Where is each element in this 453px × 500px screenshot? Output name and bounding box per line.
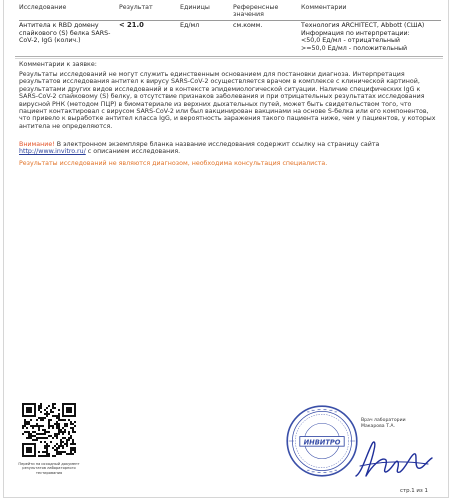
header-comments: Комментарии: [301, 4, 347, 11]
doctor-name: Макарова Т.А.: [361, 423, 395, 429]
notice-text-2: с описанием исследования.: [85, 148, 181, 156]
notice-text-1: В электронном экземпляре бланка название исследования содержит ссылку на страницу сайта: [54, 141, 380, 148]
doctor-block: [361, 418, 406, 429]
invitro-link[interactable]: http://www.invitro.ru/: [19, 148, 86, 156]
test-name[interactable]: Антитела к RBD домену спайкового (S) белка SARS-CoV-2, IgG (колич.): [19, 22, 111, 45]
interpretation-paragraph: Результаты исследований не могут служить единственным основанием для постановки диагноза. Интерпретация результатов исследования антител к вирусу SARS-CoV-2 осуществляется врачом в комплексе с клинической картиной, результатами других видов исследований и в контексте эпидемиологической ситуации. Наличие специфических IgG к SARS-CoV-2 спайковому (S) белку, в отсутствие признаков заболевания и при отрицательных результатах исследования вирусной РНК (методом ПЦР) в биоматериале из верхних дыхательных путей, может быть свидетельством того, что пациент контактировал с вирусом SARS-CoV-2 или был вакцинирован вакцинами на основе S-белка или его компонентов, что привело к выработке антител класса IgG, и вероятность заражения такого пациента ниже, чем у пациентов, у которых антитела не определяются.: [19, 71, 436, 130]
signature: [352, 436, 436, 482]
doctor-title: Врач лаборатории: [361, 418, 406, 423]
warning-word: Внимание!: [19, 141, 55, 148]
page-number: стр.1 из 1: [400, 488, 428, 494]
reference-value: см.комм.: [233, 22, 263, 29]
units-value: Ед/мл: [180, 22, 200, 29]
header-result: Результат: [119, 4, 153, 11]
comment-line: <50,0 Ед/мл - отрицательный: [301, 37, 401, 45]
comment-line: >=50,0 Ед/мл - положительный: [301, 44, 408, 52]
qr-caption: Перейти на исходный документ результатов лабораторного тестирования: [18, 462, 80, 475]
disclaimer: Результаты исследований не являются диагнозом, необходима консультация специалиста.: [19, 160, 328, 167]
electronic-copy-notice: [19, 141, 439, 156]
stamp-label: ИНВИТРО: [303, 438, 341, 447]
qr-code[interactable]: [22, 403, 76, 457]
divider: [15, 58, 443, 59]
table-row: [19, 22, 441, 54]
comment-line: Технология ARCHITECT, Abbott (США): [301, 22, 425, 29]
comment-line: Информация по интерпретации:: [301, 29, 410, 37]
divider: [15, 56, 443, 57]
invitro-stamp: [285, 404, 359, 478]
comment-cell: [301, 22, 443, 52]
header-reference: Референсные значения: [233, 4, 279, 18]
header-units: Единицы: [180, 4, 210, 11]
header-test: Исследование: [19, 4, 67, 11]
comments-label: Комментарии к заявке:: [19, 61, 97, 68]
result-value: < 21.0: [119, 21, 144, 29]
results-table-header: [19, 3, 441, 21]
